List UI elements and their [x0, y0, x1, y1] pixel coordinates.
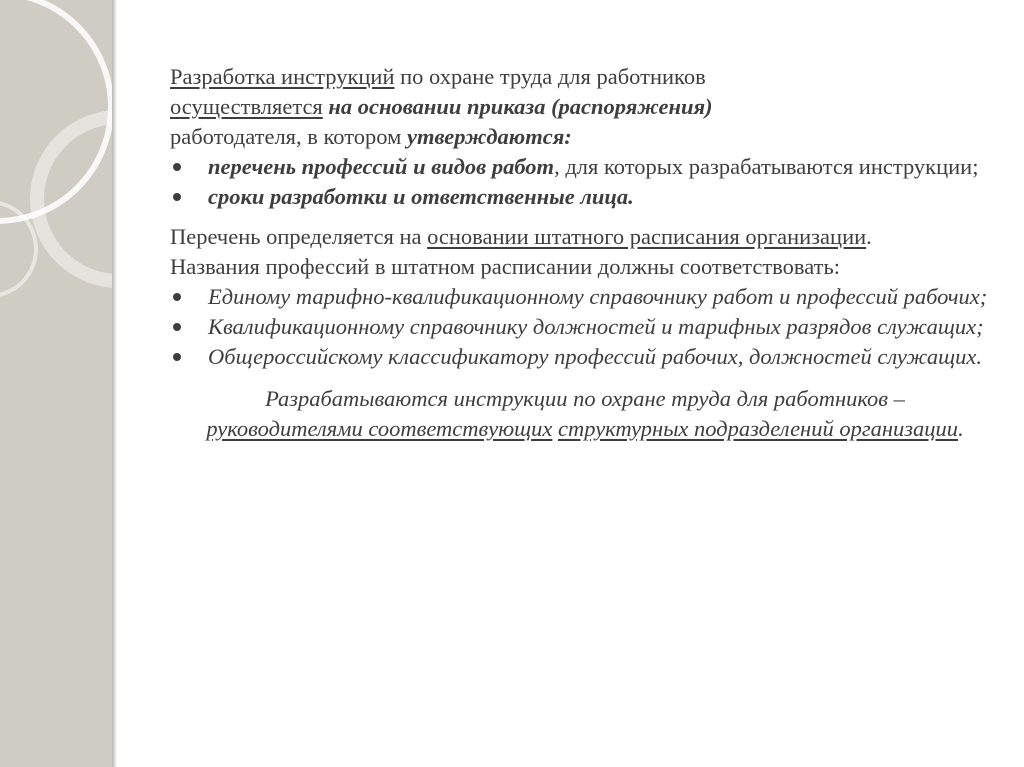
side-decor-panel [0, 0, 112, 767]
intro-paragraph: Разработка инструкций по охране труда для работников осуществляется на основании приказа (распоряжения) работодателя, в котором утверждаются: [170, 64, 713, 149]
approved-items-list [170, 152, 1000, 212]
emphasis-text: на основании приказа (распоряжения) [322, 94, 713, 119]
slide-content [170, 62, 1000, 444]
underlined-text: руководителями соответствующих [206, 416, 553, 441]
underlined-text: осуществляется [170, 94, 323, 119]
list-item: сроки разработки и ответственные лица. [170, 182, 1000, 212]
side-panel-shadow [112, 0, 117, 767]
list-item: Общероссийскому классификатору профессий рабочих, должностей служащих. [170, 342, 1000, 372]
emphasis-text: утверждаются: [407, 124, 572, 149]
list-item: Единому тарифно-квалификационному справочнику работ и профессий рабочих; [170, 282, 1000, 312]
list-item: перечень профессий и видов работ, для которых разрабатываются инструкции; [170, 152, 1000, 182]
list-basis-paragraph: Перечень определяется на основании штатного расписания организации. Названия профессий в штатном расписании должны соответствовать: [170, 224, 872, 279]
underlined-text: Разработка инструкций [170, 64, 395, 89]
underlined-text: основании штатного расписания организации [427, 224, 867, 249]
list-item: Квалификационному справочнику должностей и тарифных разрядов служащих; [170, 312, 1000, 342]
conclusion-paragraph: Разрабатываются инструкции по охране труда для работников – руководителями соответствующих структурных подразделений организации. [206, 386, 964, 441]
reference-docs-list [170, 282, 1000, 372]
underlined-text: структурных подразделений организации [558, 416, 959, 441]
